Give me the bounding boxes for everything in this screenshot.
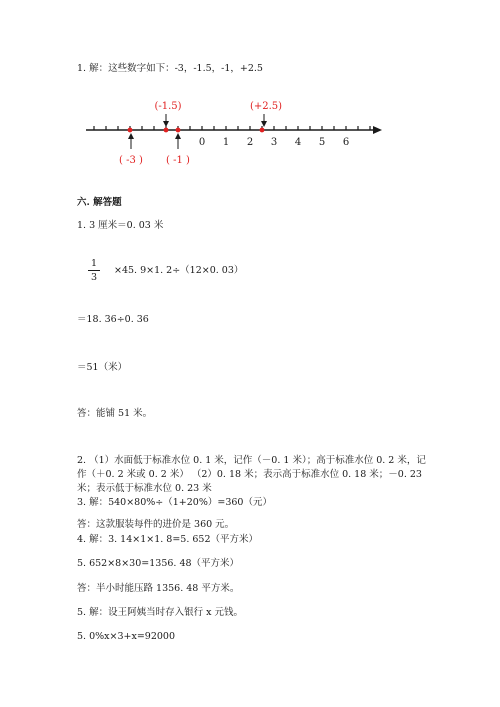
answer-4-answer: 答：半小时能压路 1356. 48 平方米。 <box>77 583 240 594</box>
fraction-numerator: 1 <box>90 258 98 269</box>
tick-label: 2 <box>246 137 254 148</box>
section-6-heading: 六. 解答题 <box>77 197 122 208</box>
fraction-denominator: 3 <box>90 272 98 283</box>
answer-4-line-1: 4. 解：3. 14×1×1. 8=5. 652（平方米） <box>77 534 259 545</box>
number-line-point <box>164 128 169 133</box>
answer-4-line-2: 5. 652×8×30=1356. 48（平方米） <box>77 558 240 569</box>
answer-1-text: 1. 解：这些数字如下：-3，-1.5，-1，+2.5 <box>77 63 263 74</box>
tick-label: 5 <box>318 137 326 148</box>
answer-5-line-2: 5. 0%x×3+x=92000 <box>77 631 176 642</box>
fraction-one-third <box>88 258 100 283</box>
solution-1-answer: 答：能铺 51 米。 <box>77 408 153 419</box>
solution-1-line-4: ＝51（米） <box>77 362 128 373</box>
answer-3-line-1: 3. 解：540×80%÷（1+20%）=360（元） <box>77 497 272 508</box>
answer-2-line-2: 作（＋0. 2 米或 0. 2 米） （2）0. 18 米；表示高于标准水位 0. 18 米；－0. 23 <box>77 469 422 480</box>
number-line-point <box>176 128 181 133</box>
answer-2-line-1: 2. （1）水面低于标准水位 0. 1 米，记作（－0. 1 米）；高于标准水位 0. 2 米，记 <box>77 455 426 466</box>
number-line-point <box>260 128 265 133</box>
tick-label: 4 <box>294 137 302 148</box>
tick-label: 6 <box>342 137 350 148</box>
answer-2-line-3: 米；表示低于标准水位 0. 23 米 <box>77 483 212 494</box>
label-plus-2-5: (+2.5) <box>249 101 283 112</box>
solution-1-line-2: ×45. 9×1. 2÷（12×0. 03） <box>114 265 244 276</box>
tick-label: 0 <box>198 137 206 148</box>
label-minus-1-5: (-1.5) <box>154 101 182 112</box>
number-line-point <box>128 128 133 133</box>
number-line-figure <box>80 95 390 175</box>
number-line-tick-labels <box>199 137 349 148</box>
tick-label: 1 <box>222 137 230 148</box>
label-minus-3: ( -3 ) <box>119 155 143 166</box>
solution-1-line-1: 1. 3 厘米＝0. 03 米 <box>77 220 164 231</box>
label-minus-1: ( -1 ) <box>166 155 190 166</box>
solution-1-line-3: ＝18. 36÷0. 36 <box>77 314 149 325</box>
answer-3-answer: 答：这款服装每件的进价是 360 元。 <box>77 519 235 530</box>
tick-label: 3 <box>270 137 278 148</box>
number-line-arrowhead <box>373 126 382 134</box>
answer-5-line-1: 5. 解：设王阿姨当时存入银行 x 元钱。 <box>77 607 243 618</box>
